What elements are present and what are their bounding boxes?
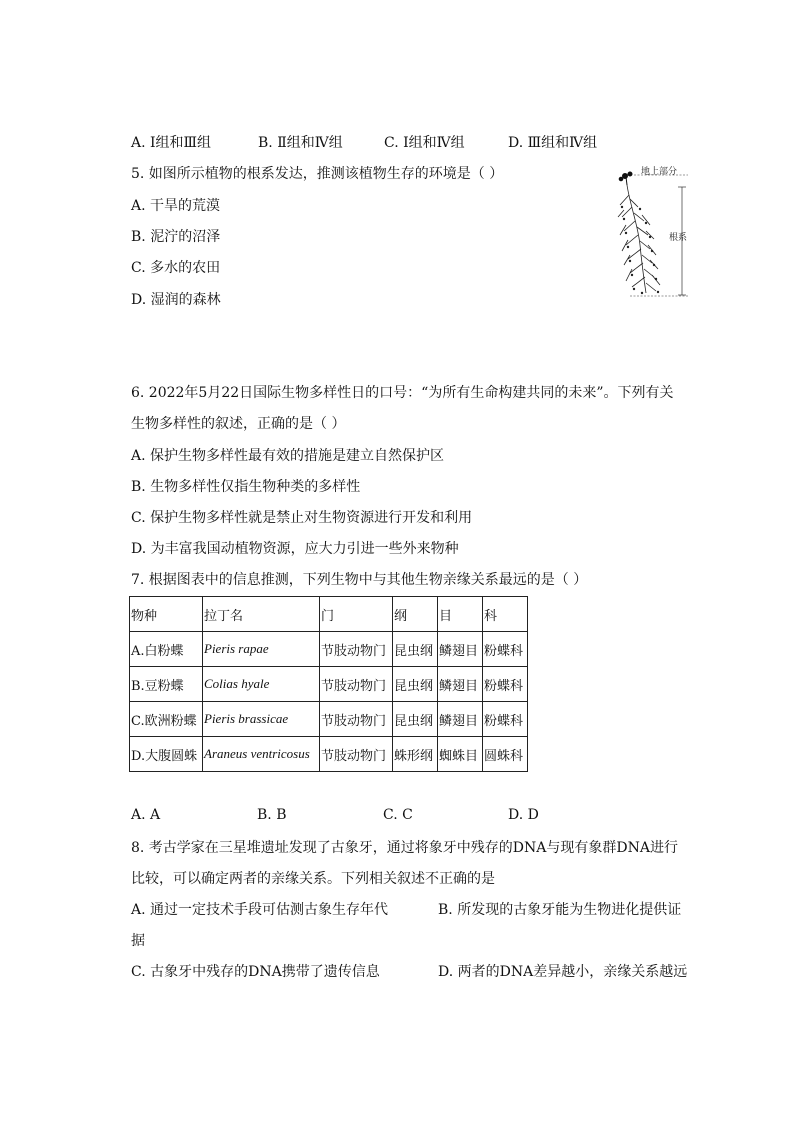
q6-option-a: A. 保护生物多样性最有效的措施是建立自然保护区	[131, 448, 445, 464]
q8-stem-line2: 比较，可以确定两者的亲缘关系。下列相关叙述不正确的是	[131, 871, 495, 887]
table-cell: C.欧洲粉蝶	[130, 702, 203, 737]
table-cell: 昆虫纲	[393, 632, 438, 667]
table-header: 纲	[393, 597, 438, 632]
plant-root-figure	[612, 165, 704, 305]
q7-stem: 7. 根据图表中的信息推测，下列生物中与其他生物亲缘关系最远的是（ ）	[131, 572, 588, 588]
q4-option-a: A. Ⅰ组和Ⅲ组	[131, 135, 212, 151]
table-cell: 鳞翅目	[438, 702, 483, 737]
table-cell: 粉蝶科	[483, 632, 528, 667]
table-cell: Pieris brassicae	[203, 702, 320, 737]
table-cell: 昆虫纲	[393, 667, 438, 702]
q4-option-b: B. Ⅱ组和Ⅳ组	[258, 135, 343, 151]
table-cell: Pieris rapae	[203, 632, 320, 667]
q7-option-d: D. D	[508, 807, 539, 823]
q6-stem-line1: 6. 2022年5月22日国际生物多样性日的口号：“为所有生命构建共同的未来”。下列有关	[131, 385, 674, 401]
q6-option-b: B. 生物多样性仅指生物种类的多样性	[131, 479, 361, 495]
table-cell: 鳞翅目	[438, 632, 483, 667]
q5-stem: 5. 如图所示植物的根系发达，推测该植物生存的环境是（ ）	[131, 166, 504, 182]
table-cell: 蜘蛛目	[438, 737, 483, 772]
table-header-row	[130, 597, 528, 632]
q8-stem-line1: 8. 考古学家在三星堆遗址发现了古象牙，通过将象牙中残存的DNA与现有象群DNA进行	[131, 840, 678, 856]
table-header: 物种	[130, 597, 203, 632]
table-cell: 鳞翅目	[438, 667, 483, 702]
table-row	[130, 667, 528, 702]
table-cell: Colias hyale	[203, 667, 320, 702]
classification-table	[129, 596, 528, 772]
table-cell: B.豆粉蝶	[130, 667, 203, 702]
q5-option-b: B. 泥泞的沼泽	[131, 229, 221, 245]
q5-option-d: D. 湿润的森林	[131, 292, 221, 308]
table-header: 拉丁名	[203, 597, 320, 632]
table-row	[130, 702, 528, 737]
table-row	[130, 737, 528, 772]
q6-option-d: D. 为丰富我国动植物资源，应大力引进一些外来物种	[131, 541, 459, 557]
table-cell: 昆虫纲	[393, 702, 438, 737]
table-row	[130, 632, 528, 667]
q4-option-c: C. Ⅰ组和Ⅳ组	[384, 135, 465, 151]
q8-option-d: D. 两者的DNA差异越小，亲缘关系越远	[438, 964, 688, 980]
label-above-ground: 地上部分	[641, 167, 678, 177]
table-cell: 节肢动物门	[320, 667, 393, 702]
q8-option-b: B. 所发现的古象牙能为生物进化提供证	[438, 902, 682, 918]
table-cell: 蛛形纲	[393, 737, 438, 772]
table-cell: 粉蝶科	[483, 702, 528, 737]
table-cell: 节肢动物门	[320, 702, 393, 737]
q7-option-b: B. B	[257, 807, 287, 823]
table-header: 科	[483, 597, 528, 632]
q5-option-a: A. 干旱的荒漠	[131, 198, 221, 214]
q7-option-a: A. A	[131, 807, 161, 823]
table-cell: 粉蝶科	[483, 667, 528, 702]
table-cell: 节肢动物门	[320, 737, 393, 772]
q4-option-d: D. Ⅲ组和Ⅳ组	[508, 135, 598, 151]
q6-stem-line2: 生物多样性的叙述，正确的是（ ）	[131, 416, 346, 432]
table-cell: 节肢动物门	[320, 632, 393, 667]
q7-option-c: C. C	[383, 807, 413, 823]
q6-option-c: C. 保护生物多样性就是禁止对生物资源进行开发和利用	[131, 510, 473, 526]
label-root: 根系	[669, 233, 688, 243]
table-header: 门	[320, 597, 393, 632]
q5-option-c: C. 多水的农田	[131, 260, 221, 276]
table-cell: 圆蛛科	[483, 737, 528, 772]
q8-option-a: A. 通过一定技术手段可估测古象生存年代	[131, 902, 389, 918]
table-cell: A.白粉蝶	[130, 632, 203, 667]
table-cell: D.大腹圆蛛	[130, 737, 203, 772]
table-cell: Araneus ventricosus	[203, 737, 320, 772]
table-header: 目	[438, 597, 483, 632]
q8-option-c: C. 古象牙中残存的DNA携带了遗传信息	[131, 964, 380, 980]
q8-option-b-cont: 据	[131, 933, 145, 949]
